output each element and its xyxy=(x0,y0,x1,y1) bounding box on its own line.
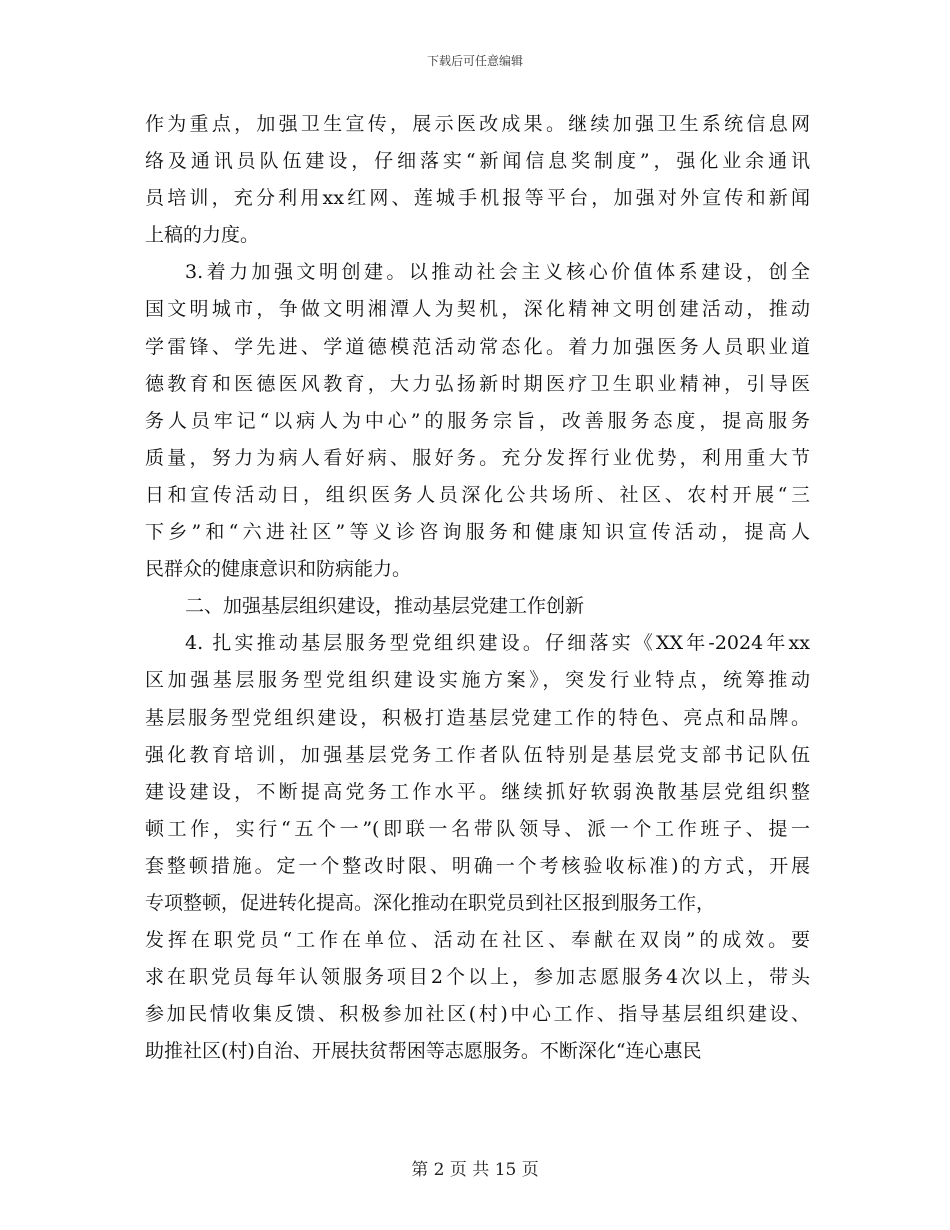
body-line: 基层服务型党组织建设，积极打造基层党建工作的特色、亮点和品牌。 xyxy=(145,706,810,729)
body-line: 员培训，充分利用xx红网、莲城手机报等平台，加强对外宣传和新闻 xyxy=(145,187,810,210)
paragraph-3-first-line: 3.着力加强文明创建。以推动社会主义核心价值体系建设，创全 xyxy=(185,261,810,284)
body-line-paragraph-end: 上稿的力度。 xyxy=(145,224,260,247)
body-line: 作为重点，加强卫生宣传，展示医改成果。继续加强卫生系统信息网 xyxy=(145,113,810,135)
body-line: 学雷锋、学先进、学道德模范活动常态化。着力加强医务人员职业道 xyxy=(145,335,810,358)
body-line: 强化教育培训，加强基层党务工作者队伍特别是基层党支部书记队伍 xyxy=(145,743,810,766)
body-line: 套整顿措施。定一个整改时限、明确一个考核验收标准)的方式，开展 xyxy=(145,854,810,877)
body-line-paragraph-end: 民群众的健康意识和防病能力。 xyxy=(145,558,412,581)
document-body xyxy=(145,106,810,1070)
body-line: 助推社区(村)自治、开展扶贫帮困等志愿服务。不断深化“连心惠民 xyxy=(145,1040,702,1063)
body-line: 参加民情收集反馈、积极参加社区(村)中心工作、指导基层组织建设、 xyxy=(145,1003,810,1026)
body-line: 国文明城市，争做文明湘潭人为契机，深化精神文明创建活动，推动 xyxy=(145,298,810,321)
body-line: 质量，努力为病人看好病、服好务。充分发挥行业优势，利用重大节 xyxy=(145,446,810,469)
body-line: 络及通讯员队伍建设，仔细落实“新闻信息奖制度”，强化业余通讯 xyxy=(145,150,810,173)
body-line: 顿工作，实行“五个一”(即联一名带队领导、派一个工作班子、提一 xyxy=(145,817,810,840)
body-line: 建设建设，不断提高党务工作水平。继续抓好软弱涣散基层党组织整 xyxy=(145,780,810,803)
body-line: 下乡”和“六进社区”等义诊咨询服务和健康知识宣传活动，提高人 xyxy=(145,521,810,544)
body-line: 德教育和医德医风教育，大力弘扬新时期医疗卫生职业精神，引导医 xyxy=(145,372,810,395)
body-line: 区加强基层服务型党组织建设实施方案》，突发行业特点，统筹推动 xyxy=(145,669,810,692)
paragraph-4-first-line: 4. 扎实推动基层服务型党组织建设。仔细落实《XX年-2024年xx xyxy=(185,632,810,655)
page-number-footer: 第 2 页 共 15 页 xyxy=(411,1160,539,1180)
page-header-note: 下载后可任意编辑 xyxy=(426,54,523,68)
body-line: 求在职党员每年认领服务项目2个以上，参加志愿服务4次以上，带头 xyxy=(145,966,810,989)
body-line: 专项整顿，促进转化提高。深化推动在职党员到社区报到服务工作， xyxy=(145,891,716,914)
body-line: 日和宣传活动日，组织医务人员深化公共场所、社区、农村开展“三 xyxy=(145,483,810,506)
body-line: 务人员牢记“以病人为中心”的服务宗旨，改善服务态度，提高服务 xyxy=(145,409,810,432)
body-line: 发挥在职党员“工作在单位、活动在社区、奉献在双岗”的成效。要 xyxy=(145,929,810,952)
section-heading-2: 二、加强基层组织建设，推动基层党建工作创新 xyxy=(185,595,585,618)
